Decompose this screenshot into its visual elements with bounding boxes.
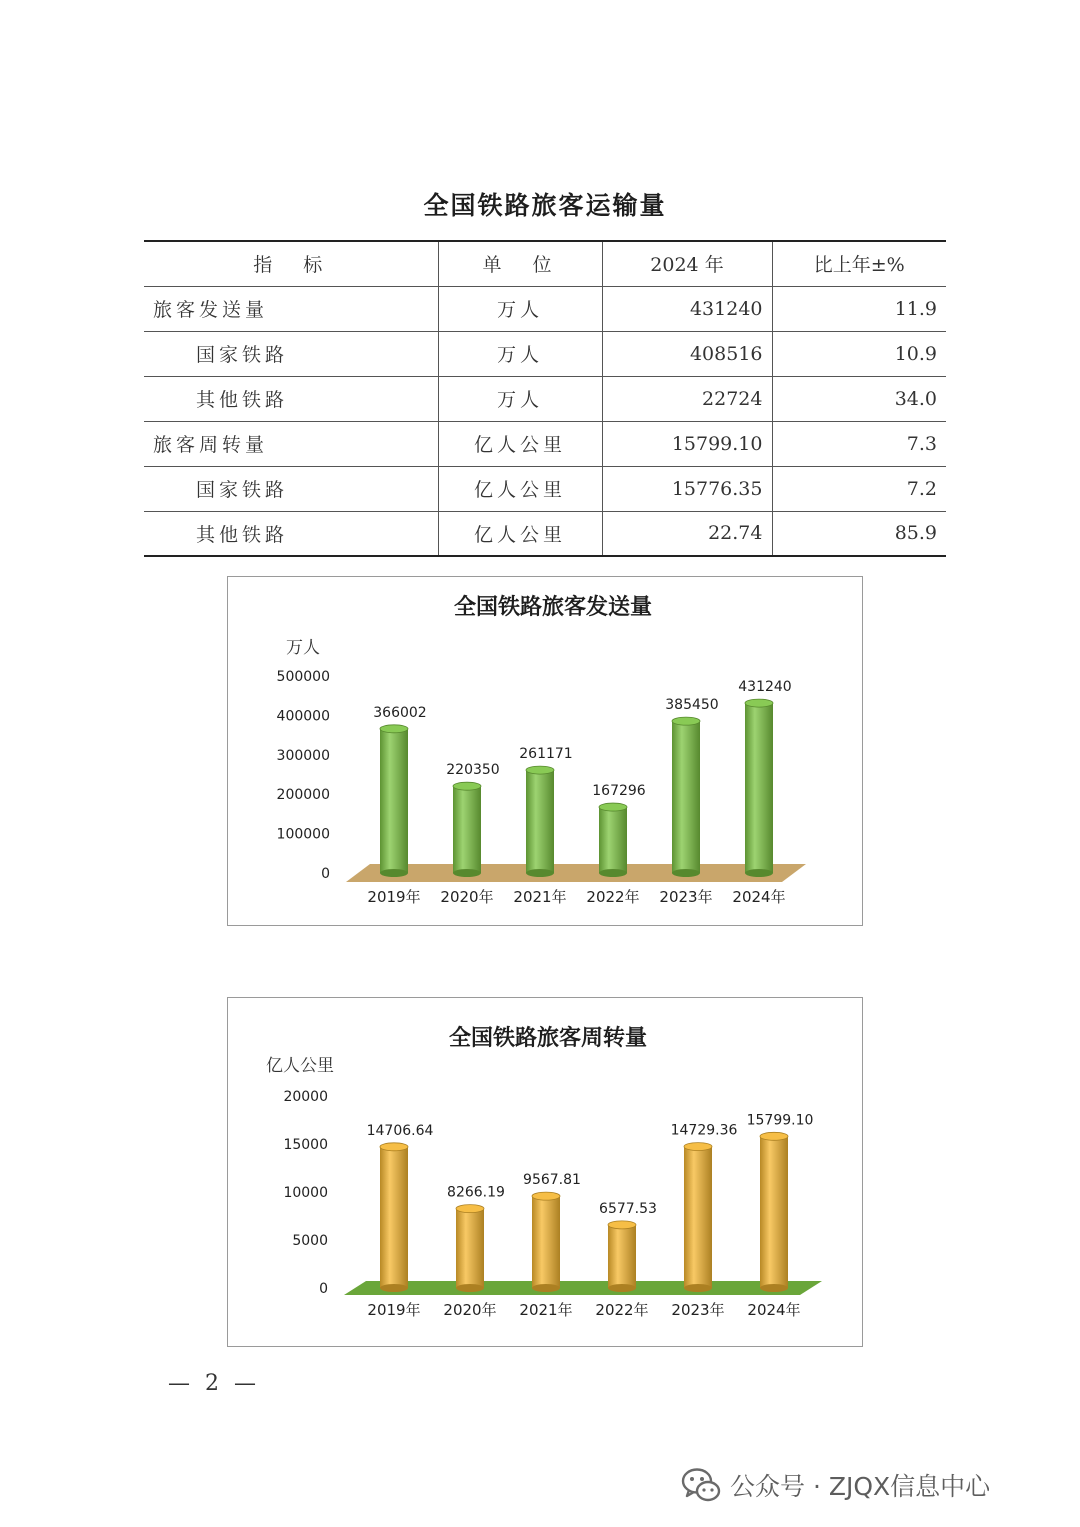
document-title: 全国铁路旅客运输量 [423,191,667,220]
bar-base [380,869,408,877]
x-tick-label: 2019年 [367,888,421,906]
bar-top [608,1221,636,1229]
bar-top [456,1205,484,1213]
y-tick-label: 300000 [276,747,330,764]
bar-value-label: 9567.81 [523,1172,581,1189]
row-change: 85.9 [772,511,946,556]
bar-body [453,786,481,873]
y-tick-label: 100000 [276,826,330,843]
bar-body [672,721,700,873]
bar-body [380,729,408,873]
y-tick-label: 400000 [276,708,330,725]
bar [526,766,554,877]
x-tick-label: 2023年 [671,1301,725,1319]
row-indicator: 旅客发送量 [144,286,438,331]
bar-value-label: 167296 [592,783,646,800]
row-value: 408516 [602,331,772,376]
row-indicator: 其他铁路 [144,376,438,421]
bar-value-label: 14706.64 [366,1122,434,1139]
bar [456,1205,484,1292]
header-change: 比上年±% [772,241,946,286]
bar-top [380,1143,408,1151]
table-row [144,376,946,421]
row-value: 15776.35 [602,466,772,511]
table-header-row [144,241,946,286]
bar [672,717,700,877]
railway-passenger-table [144,240,946,557]
row-value: 22724 [602,376,772,421]
passenger-turnover-chart [227,997,863,1347]
bar-base [684,1284,712,1292]
bar [745,699,773,877]
bar-base [456,1284,484,1292]
bar-value-label: 6577.53 [599,1200,657,1217]
bar-body [456,1209,484,1288]
bar-body [526,770,554,873]
row-change: 34.0 [772,376,946,421]
bar-body [684,1147,712,1288]
bar-value-label: 431240 [738,679,792,696]
row-unit: 亿人公里 [438,421,602,466]
row-value: 22.74 [602,511,772,556]
row-value: 431240 [602,286,772,331]
row-change: 7.2 [772,466,946,511]
chart-title: 全国铁路旅客发送量 [453,595,653,620]
bar-value-label: 220350 [446,762,500,779]
row-unit: 万人 [438,331,602,376]
x-tick-label: 2020年 [440,888,494,906]
page-number: — 2 — [168,1371,260,1396]
x-tick-label: 2019年 [367,1301,421,1319]
x-tick-label: 2022年 [586,888,640,906]
row-unit: 万人 [438,286,602,331]
y-tick-label: 20000 [283,1089,328,1105]
row-value: 15799.10 [602,421,772,466]
bar-value-label: 15799.10 [746,1112,814,1129]
bar-body [745,703,773,873]
table-row [144,466,946,511]
y-tick-label: 10000 [283,1185,328,1201]
y-tick-label: 0 [321,866,330,882]
wechat-icon [680,1464,722,1506]
bar-top [684,1143,712,1151]
row-unit: 万人 [438,376,602,421]
row-indicator: 国家铁路 [144,331,438,376]
x-tick-label: 2021年 [519,1301,573,1319]
bar-top [526,766,554,774]
y-tick-label: 500000 [276,669,330,685]
bar-value-label: 261171 [519,746,573,763]
x-tick-label: 2024年 [747,1301,801,1319]
table-row [144,331,946,376]
bar-base [599,869,627,877]
bar [599,803,627,877]
bar-value-label: 14729.36 [670,1122,738,1139]
row-indicator: 旅客周转量 [144,421,438,466]
header-unit: 单 位 [438,241,602,286]
row-change: 7.3 [772,421,946,466]
bar-value-label: 8266.19 [447,1184,505,1201]
y-tick-label: 200000 [276,787,330,804]
chart-title: 全国铁路旅客周转量 [448,1026,648,1051]
chart-floor [346,864,806,882]
x-tick-label: 2024年 [732,888,786,906]
bar-base [760,1284,788,1292]
row-indicator: 其他铁路 [144,511,438,556]
x-tick-label: 2022年 [595,1301,649,1319]
row-change: 11.9 [772,286,946,331]
row-unit: 亿人公里 [438,511,602,556]
bar-body [760,1136,788,1288]
watermark-text: 公众号 · ZJQX信息中心 [730,1472,991,1501]
bar-top [380,725,408,733]
bar-base [608,1284,636,1292]
bar-top [760,1132,788,1140]
chart-floor [344,1281,822,1295]
header-indicator: 指 标 [144,241,438,286]
bar-top [599,803,627,811]
table-row [144,511,946,556]
row-change: 10.9 [772,331,946,376]
header-year: 2024 年 [602,241,772,286]
bar-base [380,1284,408,1292]
watermark [680,1464,990,1506]
bar-base [453,869,481,877]
bar-body [532,1196,560,1288]
bar [760,1132,788,1292]
row-unit: 亿人公里 [438,466,602,511]
bar [608,1221,636,1292]
x-tick-label: 2020年 [443,1301,497,1319]
bar-top [672,717,700,725]
bar [684,1143,712,1292]
bar [380,1143,408,1292]
bar [380,725,408,877]
table-row [144,421,946,466]
bar-base [745,869,773,877]
bar-value-label: 366002 [373,704,427,721]
y-tick-label: 0 [319,1281,328,1297]
bar-base [672,869,700,877]
passenger-volume-chart [227,576,863,926]
row-indicator: 国家铁路 [144,466,438,511]
bar-body [599,807,627,873]
x-tick-label: 2021年 [513,888,567,906]
bar [453,782,481,877]
bar-top [745,699,773,707]
bar-base [526,869,554,877]
bar-top [453,782,481,790]
x-tick-label: 2023年 [659,888,713,906]
bar [532,1192,560,1292]
passenger-turnover-chart-svg [228,998,862,1346]
bar-top [532,1192,560,1200]
y-axis-label: 亿人公里 [266,1056,334,1076]
bar-body [608,1225,636,1288]
bar-value-label: 385450 [665,697,719,714]
bar-base [532,1284,560,1292]
y-tick-label: 15000 [283,1137,328,1153]
bar-body [380,1147,408,1288]
passenger-volume-chart-svg [228,577,862,925]
table-row [144,286,946,331]
y-axis-label: 万人 [286,638,320,658]
y-tick-label: 5000 [292,1233,328,1249]
